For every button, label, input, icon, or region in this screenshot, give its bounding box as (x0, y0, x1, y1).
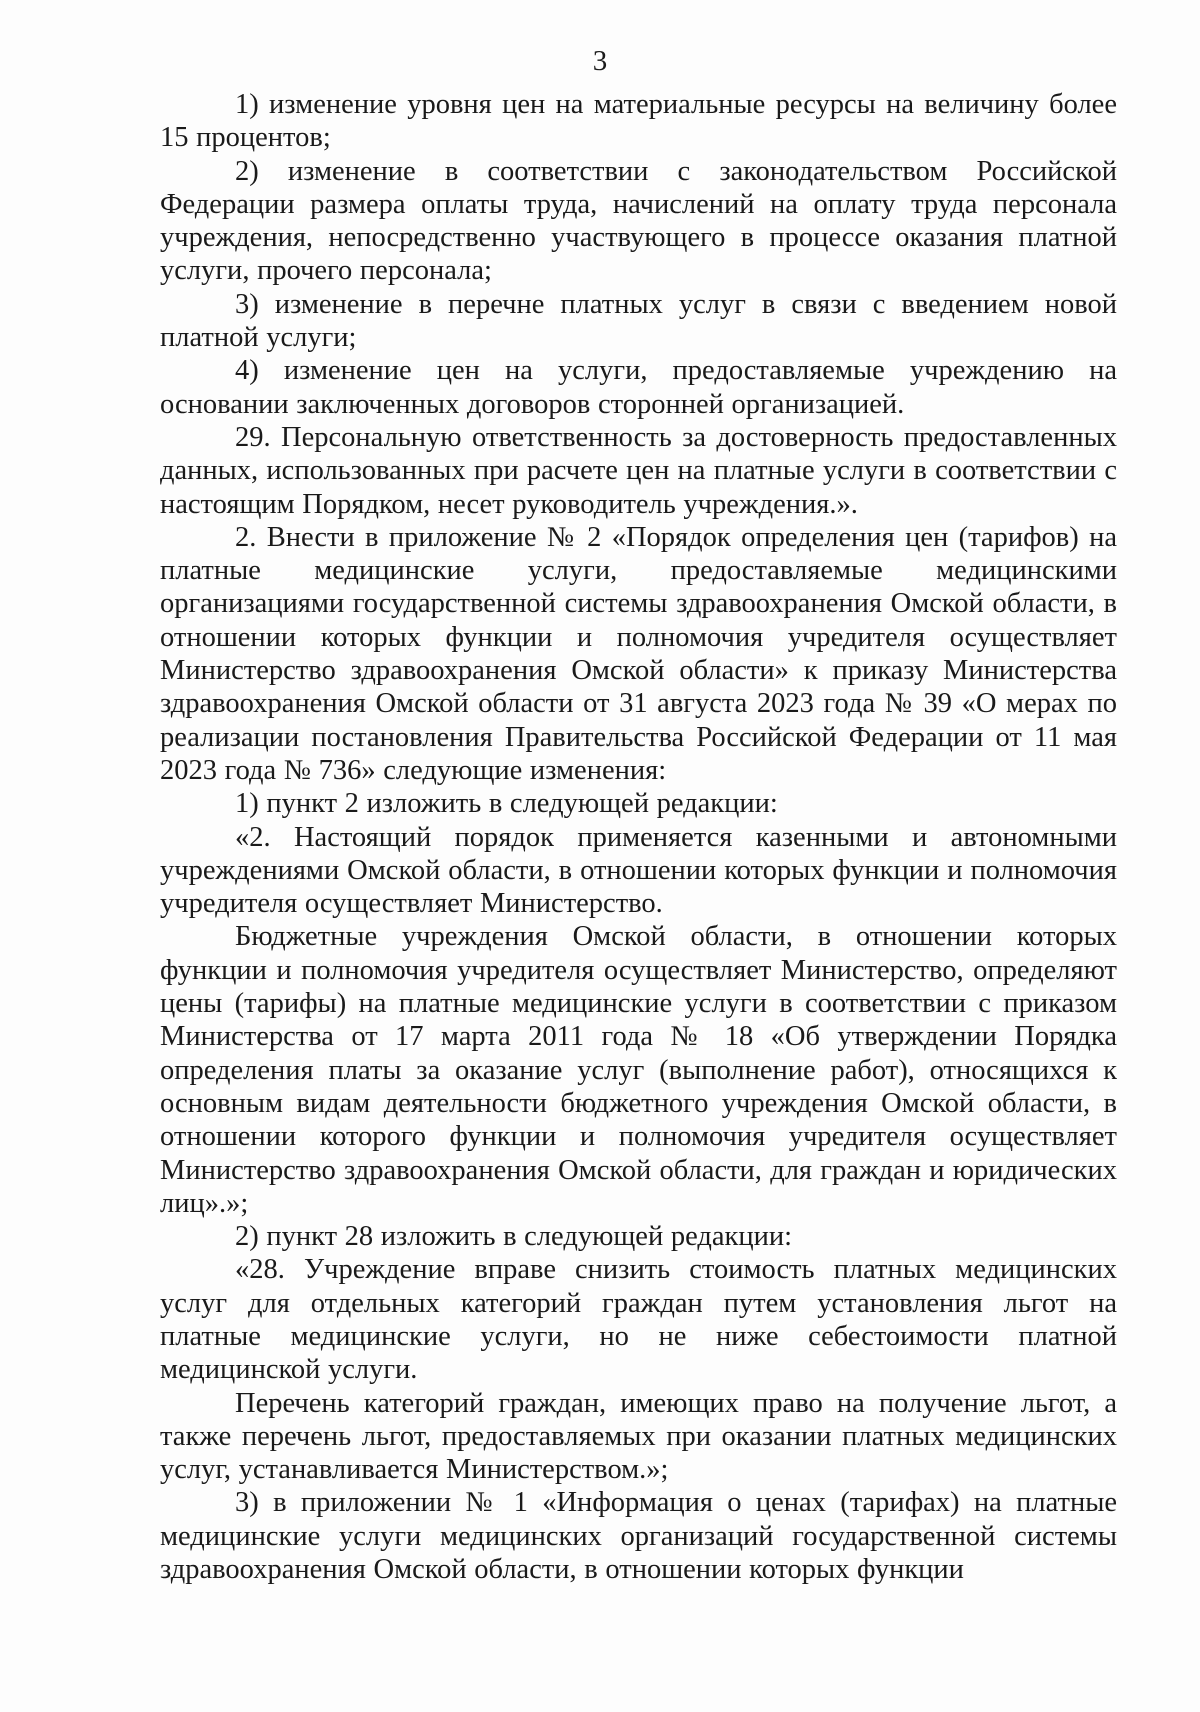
paragraph-clause-29: 29. Персональную ответственность за достоверность предоставленных данных, использованных при расчете цен на платные услуги в соответствии с настоящим Порядком, несет руководитель учреждения.». (160, 421, 1117, 520)
paragraph-quoted-point-2: «2. Настоящий порядок применяется казенными и автономными учреждениями Омской области, в отношении которых функции и полномочия учредителя осуществляет Министерство. (160, 821, 1117, 920)
paragraph-subpoint-1: 1) пункт 2 изложить в следующей редакции: (235, 788, 778, 820)
document-body (160, 88, 1117, 1586)
paragraph-point-2-amendment: 2. Внести в приложение № 2 «Порядок определения цен (тарифов) на платные медицинские услуги, предоставляемые медицинскими организациями государственной системы здравоохранения Омской области, в отношении которых функции и полномочия учредителя осуществляет Министерство здравоохранения Омской области» к приказу Министерства здравоохранения Омской области от 31 августа 2023 года № 39 «О мерах по реализации постановления Правительства Российской Федерации от 11 мая 2023 года № 736» следующие изменения: (160, 521, 1117, 786)
paragraph-subpoint-2: 2) пункт 28 изложить в следующей редакции: (235, 1221, 793, 1253)
paragraph-subpoint-3: 3) в приложении № 1 «Информация о ценах (тарифах) на платные медицинские услуги медицинских организаций государственной системы здравоохранения Омской области, в отношении которых функции (160, 1487, 1117, 1586)
paragraph-item-1: 1) изменение уровня цен на материальные ресурсы на величину более 15 процентов; (160, 89, 1117, 154)
page-number: 3 (592, 45, 608, 77)
paragraph-benefits-list: Перечень категорий граждан, имеющих право на получение льгот, а также перечень льгот, предоставляемых при оказании платных медицинских услуг, устанавливается Министерством.»; (160, 1387, 1117, 1486)
paragraph-item-3: 3) изменение в перечне платных услуг в связи с введением новой платной услуги; (160, 288, 1117, 354)
paragraph-item-4: 4) изменение цен на услуги, предоставляемые учреждению на основании заключенных договоров сторонней организацией. (160, 355, 1117, 420)
paragraph-quoted-point-28: «28. Учреждение вправе снизить стоимость платных медицинских услуг для отдельных категорий граждан путем установления льгот на платные медицинские услуги, но не ниже себестоимости платной медицинской услуги. (160, 1254, 1117, 1386)
paragraph-item-2: 2) изменение в соответствии с законодательством Российской Федерации размера оплаты труда, начислений на оплату труда персонала учреждения, непосредственно участвующего в процессе оказания платной услуги, прочего персонала; (160, 155, 1117, 287)
paragraph-budget-institutions: Бюджетные учреждения Омской области, в отношении которых функции и полномочия учредителя осуществляет Министерство, определяют цены (тарифы) на платные медицинские услуги в соответствии с приказом Министерства от 17 марта 2011 года № 18 «Об утверждении Порядка определения платы за оказание услуг (выполнение работ), относящихся к основным видам деятельности бюджетного учреждения Омской области, в отношении которого функции и полномочия учредителя осуществляет Министерство здравоохранения Омской области, для граждан и юридических лиц».»; (160, 921, 1117, 1219)
